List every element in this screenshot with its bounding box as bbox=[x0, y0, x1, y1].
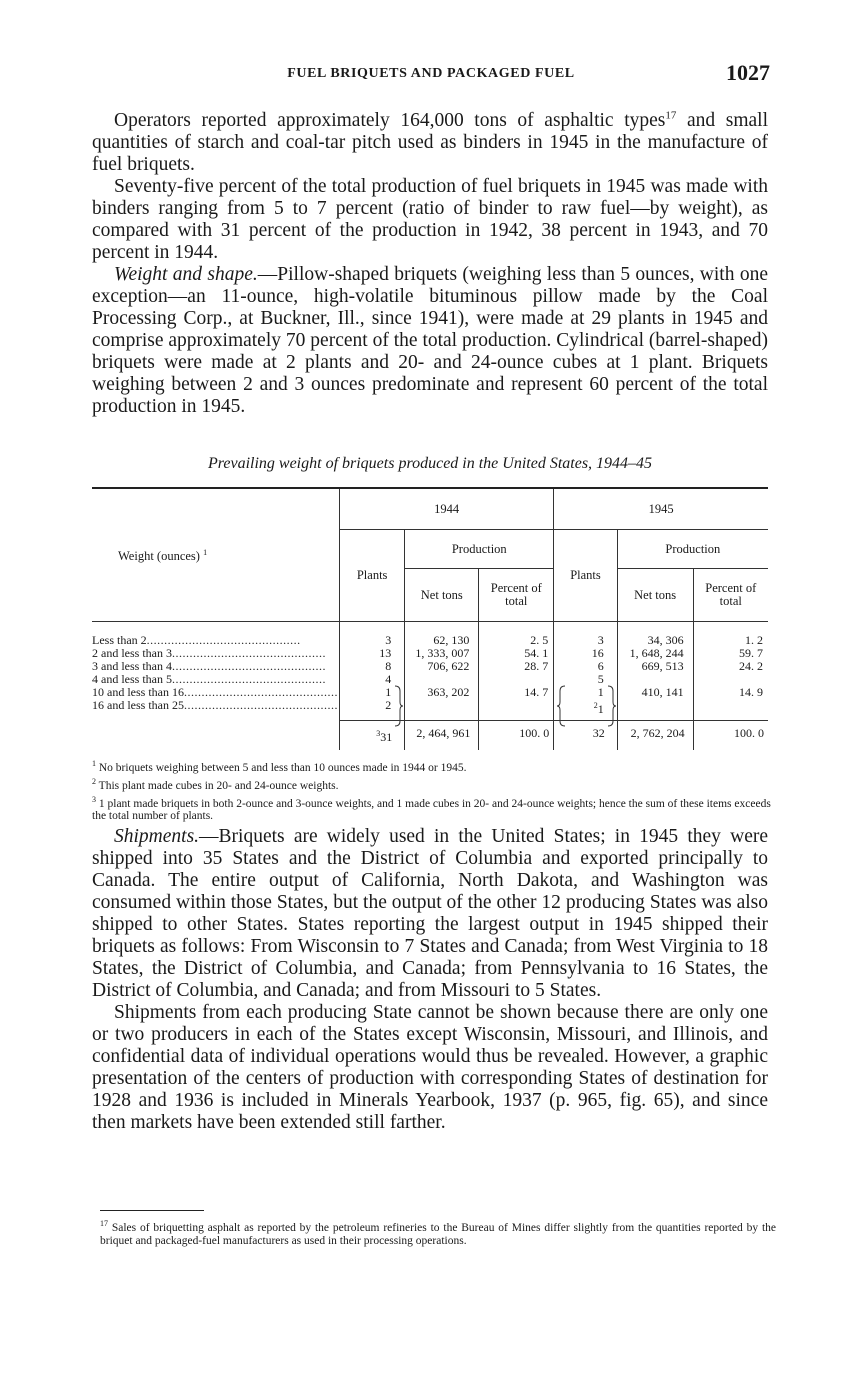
total-net-tons-1945: 2, 762, 204 bbox=[617, 721, 693, 751]
percent-1944-column: 2. 5 54. 1 28. 7 14. 7 bbox=[479, 622, 554, 721]
net-tons-1945-column: 34, 306 1, 648, 244 669, 513 410, 141 bbox=[617, 622, 693, 721]
grouping-brace-1945-right bbox=[607, 685, 617, 727]
grouping-brace-1944 bbox=[394, 685, 404, 727]
footnote-ref-17: 17 bbox=[665, 109, 677, 122]
section-heading-weight: Weight and shape. bbox=[114, 264, 258, 285]
weight-labels-column bbox=[92, 622, 340, 721]
briquet-weight-table bbox=[92, 487, 768, 750]
total-row bbox=[92, 721, 768, 751]
running-title: FUEL BRIQUETS AND PACKAGED FUEL bbox=[287, 66, 575, 81]
table-caption: Prevailing weight of briquets produced in the United States, 1944–45 bbox=[207, 455, 653, 472]
net-tons-1944-header: Net tons bbox=[405, 569, 479, 622]
year-1945-header: 1945 bbox=[554, 488, 768, 530]
section-heading-shipments: Shipments. bbox=[114, 826, 200, 847]
plants-1944-column: 3 13 8 4 1 2 bbox=[340, 622, 405, 721]
year-1944-header: 1944 bbox=[340, 488, 554, 530]
table-footnote: $^1$ No briquets weighing between 5 and less than 10 ounces made in 1944 or 1945. bbox=[92, 759, 467, 774]
net-tons-1945-header: Net tons bbox=[617, 569, 693, 622]
weight-header: Weight (ounces) $^1$ bbox=[92, 488, 340, 622]
paragraph-weight-shape: Weight and shape.—Pillow-shaped briquets (weighing less than 5 ounces, with one exception—an 11-ounce, high-volatile bituminous pillow made by the Coal Processing Corp., at Buckner, Ill., since 1941), were made at 29 plants in 1945 and comprise approximately 70 percent of the total production. Cylindrical (barrel-shaped) briquets were made at 2 plants and 20- and 24-ounce cubes at 1 plant. Briquets weighing between 2 and 3 ounces predominate and represent 60 percent of the total production in 1945. bbox=[92, 264, 768, 417]
plants-1945-column: 3 16 6 5 1 $^2$1 bbox=[554, 622, 617, 721]
footnote-ref-3: 3 bbox=[376, 729, 381, 738]
grouping-brace-1945-left bbox=[556, 685, 566, 727]
grouped-percent-1944: 14. 7 bbox=[524, 685, 549, 699]
total-plants-1944: $^3$31 bbox=[340, 721, 405, 751]
total-net-tons-1944: 2, 464, 961 bbox=[405, 721, 479, 751]
percent-1945-column: 1. 2 59. 7 24. 2 14. 9 bbox=[693, 622, 768, 721]
table-footnotes bbox=[92, 757, 772, 823]
paragraph-shipments: Shipments.—Briquets are widely used in the United States; in 1945 they were shipped into 35 States and the District of Columbia and exported principally to Canada. The entire output of California, North Dakota, and Washington was consumed within those States, but the output of the other 12 producing States was also shipped to other States. States reporting the largest output in 1945 shipped their briquets as follows: From Wisconsin to 7 States and Canada; from West Virginia to 18 States, the District of Columbia, and Canada; from Pennsylvania to 16 States, the District of Columbia, and Canada; and from Missouri to 5 States. bbox=[92, 826, 768, 1001]
shipments-text bbox=[92, 826, 768, 1134]
total-plants-1945: 32 bbox=[554, 721, 617, 751]
net-tons-1944-column: 62, 130 1, 333, 007 706, 622 363, 202 bbox=[405, 622, 479, 721]
production-1944-header: Production bbox=[405, 530, 554, 569]
grouped-net-tons-1945: 410, 141 bbox=[641, 685, 684, 699]
row-label: Less than 2 ..... bbox=[92, 634, 338, 647]
plants-1945-header: Plants bbox=[554, 530, 617, 622]
page-footnote: $^{17}$ Sales of briquetting asphalt as reported by the petroleum refineries to the Bureau of Mines differ slightly from the quantities reported by the briquet and packaged-fuel manufacturers as used in their processing operations. bbox=[100, 1219, 776, 1247]
paragraph-binder-ratio: Seventy-five percent of the total production of fuel briquets in 1945 was made with binders ranging from 5 to 7 percent (ratio of binder to raw fuel—by weight), as compared with 31 percent of the production in 1942, 38 percent in 1943, and 70 percent in 1944. bbox=[92, 176, 768, 263]
table-footnote: $^3$ 1 plant made briquets in both 2-ounce and 3-ounce weights, and 1 made cubes in 20- and 24-ounce weights; hence the sum of these items exceeds the total number of plants. bbox=[92, 794, 771, 823]
table-footnote: $^2$ This plant made cubes in 20- and 24-ounce weights. bbox=[92, 776, 339, 792]
row-label: 10 and less than 16 ..... bbox=[92, 686, 338, 699]
paragraph-shipments-detail: Shipments from each producing State cannot be shown because there are only one or two producers in each of the States except Wisconsin, Missouri, and Illinois, and confidential data of individual operations would thus be revealed. However, a graphic presentation of the centers of production with corresponding States of destination for 1928 and 1936 is included in Minerals Yearbook, 1937 (p. 965, fig. 65), and since then markets have been extended still farther. bbox=[92, 1002, 768, 1133]
percent-1944-header: Percent of total bbox=[479, 569, 554, 622]
footnote-rule bbox=[100, 1210, 204, 1211]
grouped-net-tons-1944: 363, 202 bbox=[427, 685, 470, 699]
running-head bbox=[92, 60, 770, 90]
total-percent-1945: 100. 0 bbox=[693, 721, 768, 751]
footnote-ref-2: 2 bbox=[593, 701, 598, 710]
row-label: 16 and less than 25 ..... bbox=[92, 699, 338, 712]
percent-1945-header: Percent of total bbox=[693, 569, 768, 622]
intro-text bbox=[92, 110, 768, 418]
paragraph-binders: Operators reported approximately 164,000 tons of asphaltic types$^{17}$ and small quantities of starch and coal-tar pitch used as binders in 1945 in the manufacture of fuel briquets. bbox=[92, 109, 769, 175]
row-label: 2 and less than 3 ..... bbox=[92, 647, 338, 660]
total-percent-1944: 100. 0 bbox=[479, 721, 554, 751]
row-label: 3 and less than 4 ..... bbox=[92, 660, 338, 673]
plants-1944-header: Plants bbox=[340, 530, 405, 622]
row-label: 4 and less than 5 ..... bbox=[92, 673, 338, 686]
grouped-percent-1945: 14. 9 bbox=[739, 685, 763, 699]
page-number: 1027 bbox=[726, 60, 770, 85]
production-1945-header: Production bbox=[617, 530, 768, 569]
